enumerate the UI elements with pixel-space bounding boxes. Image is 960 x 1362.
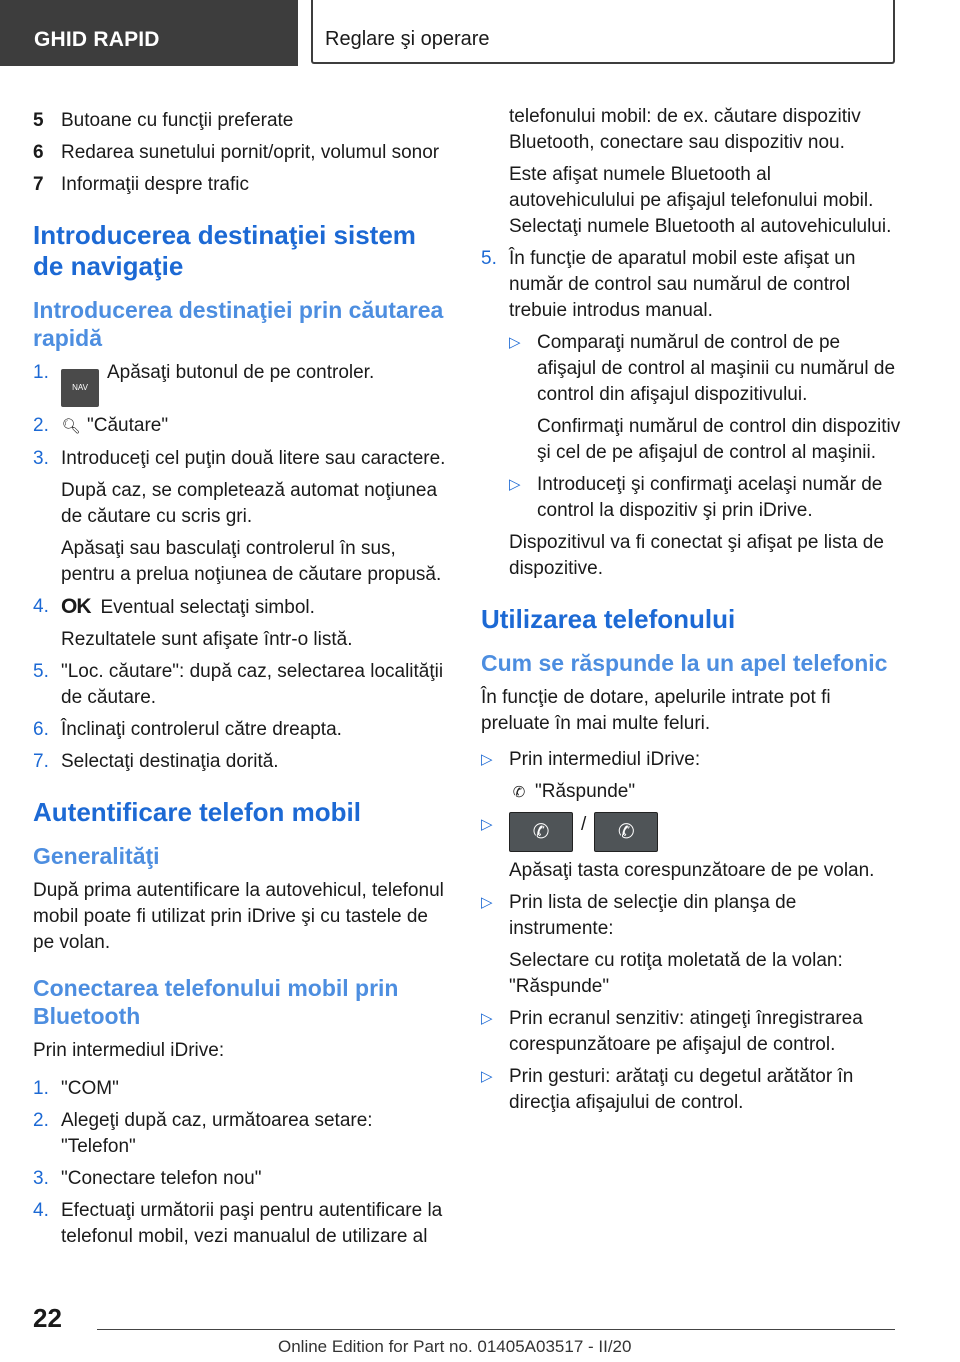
ok-icon: OK [61, 595, 91, 618]
answer-option-note: Apăsaţi tasta corespunzătoare de pe volan. [509, 860, 875, 881]
list-item: 7 Informaţii despre trafic [33, 174, 249, 195]
heading-phone-auth: Autentificare telefon mobil [33, 797, 361, 827]
heading-general: Generalităţi [33, 843, 160, 869]
nav-step-1: 1. NAVApăsaţi butonul de pe controler. [33, 360, 451, 407]
heading-quick-search: Introducerea destinaţiei prin căutarea rapidă [33, 297, 444, 351]
phone-receiver-button-icon: ✆ [594, 812, 658, 852]
chapter-tab: Reglare şi operare [311, 0, 895, 64]
bt-step-4: 4. Efectuaţi următorii paşi pentru autentificare la telefonul mobil, vezi manualul de utilizare al [33, 1200, 443, 1247]
page-number: 22 [33, 1303, 62, 1333]
bullet-note: Confirmaţi numărul de control din dispozitiv şi cel de pe afişajul de control al maşinii. [537, 416, 901, 463]
bt-step-2: 2. Alegeţi după caz, următoarea setare: "Telefon" [33, 1110, 373, 1157]
answer-intro: În funcţie de dotare, apelurile intrate pot fi preluate în mai multe feluri. [481, 687, 831, 734]
answer-option: ▷ ✆ / ✆ [481, 812, 901, 852]
nav-step-2: 2. 🔍︎ "Căutare" [33, 413, 451, 440]
display-name-text: Este afişat numele Bluetooth al autovehiculului pe afişajul telefonului mobil. Selectaţi numele Bluetooth al autovehiculului. [509, 164, 892, 237]
heading-navigation: Introducerea destinaţiei sistem de navigaţie [33, 220, 416, 281]
answer-option: ▷ Prin intermediul iDrive: [481, 747, 901, 773]
nav-step-3: 3. Introduceţi cel puţin două litere sau caractere. [33, 448, 446, 469]
triangle-bullet-icon: ▷ [481, 1068, 493, 1085]
nav-button-icon: NAV [61, 369, 99, 407]
heading-phone-use: Utilizarea telefonului [481, 604, 736, 634]
triangle-bullet-icon: ▷ [509, 334, 521, 351]
triangle-bullet-icon: ▷ [481, 1010, 493, 1027]
answer-option-note: Selectare cu rotiţa moletată de la volan: "Răspunde" [509, 950, 843, 997]
step-note: După caz, se completează automat noţiunea de căutare cu scris gri. [61, 480, 438, 527]
list-item: 6 Redarea sunetului pornit/oprit, volumul sonor [33, 142, 440, 163]
triangle-bullet-icon: ▷ [481, 894, 493, 911]
phone-icon: ✆ [512, 784, 526, 801]
bullet-item: ▷ Introduceţi şi confirmaţi acelaşi număr de control la dispozitiv şi prin iDrive. [509, 474, 883, 521]
nav-step-7: 7. Selectaţi destinaţia dorită. [33, 751, 279, 772]
general-text: După prima autentificare la autovehicul, telefonul mobil poate fi utilizat prin iDrive şi cu tastele de pe volan. [33, 880, 444, 953]
heading-bluetooth: Conectarea telefonului mobil prin Bluetooth [33, 975, 399, 1029]
answer-option: ▷ Prin lista de selecţie din planşa de instrumente: [481, 892, 797, 939]
answer-option-note: ✆ "Răspunde" [481, 779, 901, 806]
step-continuation: telefonului mobil: de ex. căutare dispozitiv Bluetooth, conectare sau dispozitiv nou. [509, 106, 861, 153]
accept-call-button-icon: ✆ [509, 812, 573, 852]
answer-option: ▷ Prin ecranul senzitiv: atingeţi înregistrarea corespunzătoare pe afişajul de control. [481, 1008, 863, 1055]
nav-step-4: 4. OK Eventual selectaţi simbol. [33, 595, 315, 618]
section-tab: GHID RAPID [0, 0, 298, 66]
left-column [33, 108, 451, 1256]
answer-option: ▷ Prin gesturi: arătaţi cu degetul arătător în direcţia afişajului de control. [481, 1066, 854, 1113]
step-note: Rezultatele sunt afişate într-o listă. [61, 629, 353, 650]
footer-edition: Online Edition for Part no. 01405A03517 - II/20 [278, 1337, 632, 1356]
nav-step-5: 5. "Loc. căutare": după caz, selectarea localităţii de căutare. [33, 661, 444, 708]
list-item: 5 Butoane cu funcţii preferate [33, 110, 294, 131]
triangle-bullet-icon: ▷ [481, 751, 493, 768]
bluetooth-intro: Prin intermediul iDrive: [33, 1040, 225, 1061]
heading-answer-call: Cum se răspunde la un apel telefonic [481, 650, 888, 676]
search-icon: 🔍︎ [61, 418, 81, 435]
nav-step-6: 6. Înclinaţi controlerul către dreapta. [33, 719, 342, 740]
triangle-bullet-icon: ▷ [481, 816, 493, 833]
bt-step-1: 1. "COM" [33, 1078, 119, 1099]
right-column [481, 104, 901, 1122]
triangle-bullet-icon: ▷ [509, 476, 521, 493]
footer-divider [97, 1329, 895, 1330]
bullet-item: ▷ Comparaţi numărul de control de pe afişajul de control al maşinii cu numărul de control din afişajul dispozitivului. [509, 332, 896, 405]
bt-step-5: 5. În funcţie de aparatul mobil este afişat un număr de control sau numărul de control trebuie introdus manual. [481, 248, 856, 321]
step-note: Apăsaţi sau basculaţi controlerul în sus, pentru a prelua noţiunea de căutare propusă. [61, 538, 442, 585]
connected-text: Dispozitivul va fi conectat şi afişat pe lista de dispozitive. [509, 532, 884, 579]
bt-step-3: 3. "Conectare telefon nou" [33, 1168, 262, 1189]
